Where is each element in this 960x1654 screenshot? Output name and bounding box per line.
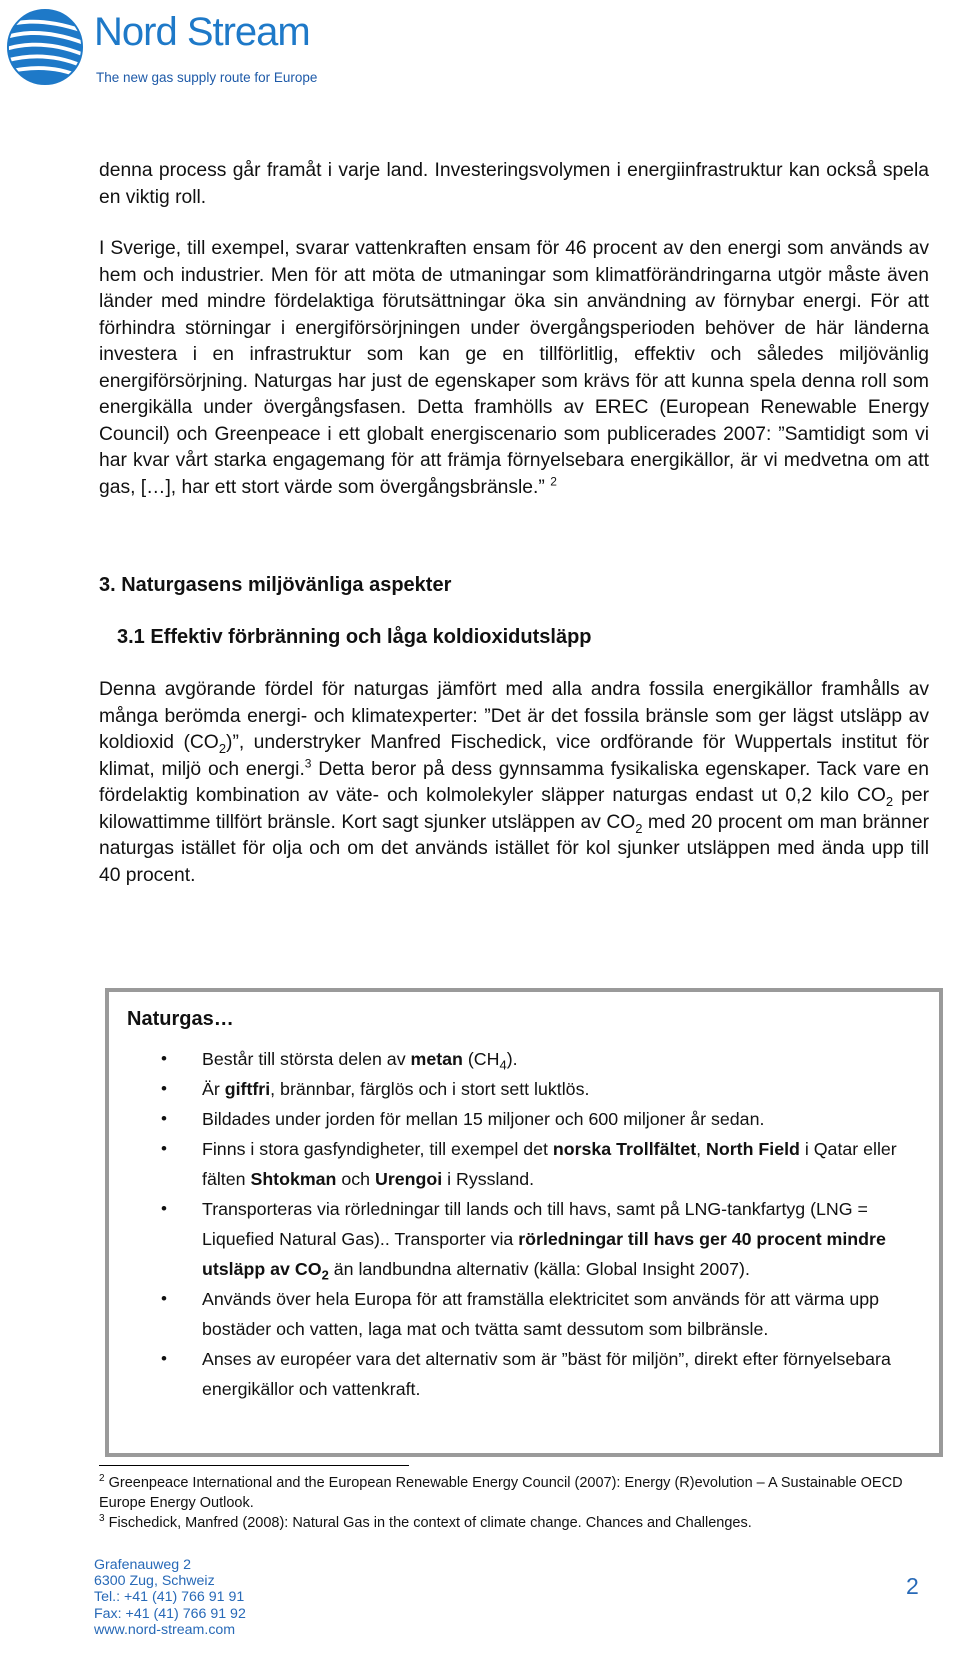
list-item-text: Består till största delen av bbox=[202, 1049, 411, 1069]
paragraph-2-text: I Sverige, till exempel, svarar vattenkraften ensam för 46 procent av den energi som används av hem och industrier. Men för att möta de utmaningar som klimatförändringarna utgör måste även länder med mindre fördelaktiga förutsättningar öka sin användning av förnybar energi. För att förhindra störningar i energiförsörjningen under övergångsperioden behöver de här länderna investera i en infrastruktur som kan ge en tillförlitlig, effektiv och således miljövänlig energiförsörjning. Naturgas har just de egenskaper som krävs för att kunna spela denna roll som energikälla under övergångsfasen. Detta framhölls av EREC (European Renewable Energy Council) och Greenpeace i ett globalt energiscenario som publicerades 2007: ”Samtidigt som vi har kvar vårt starka engagemang för att främja förnyelsebara energikällor, är vi medvetna om att gas, […], har ett stort värde som övergångsbränsle.” bbox=[99, 238, 929, 498]
list-item-bold: Shtokman bbox=[250, 1169, 337, 1189]
paragraph-1-text: denna process går framåt i varje land. Investeringsvolymen i energiinfrastruktur kan också spela en viktig roll. bbox=[99, 160, 929, 208]
list-item-text: i Ryssland. bbox=[442, 1169, 535, 1189]
list-item bbox=[109, 1284, 939, 1344]
fact-box-title: Naturgas… bbox=[127, 1008, 234, 1030]
list-item-text: Är bbox=[202, 1079, 225, 1099]
fact-list bbox=[109, 1044, 939, 1404]
bullet-icon: • bbox=[161, 1349, 167, 1368]
list-item-bold: North Field bbox=[706, 1139, 800, 1159]
paragraph-3-part-e: med 20 procent om man bränner naturgas istället för olja och om det används istället för kol sjunker utsläppen med ända upp till 40 procent. bbox=[99, 811, 929, 886]
address-phone: Tel.: +41 (41) 766 91 91 bbox=[94, 1589, 245, 1606]
list-item-bold: norska Trollfältet bbox=[552, 1139, 697, 1159]
paragraph-3 bbox=[99, 677, 929, 889]
co2-subscript: 2 bbox=[885, 793, 894, 809]
header bbox=[6, 6, 366, 86]
address-website: www.nord-stream.com bbox=[94, 1621, 236, 1638]
footnote-ref-3: 3 bbox=[304, 756, 312, 771]
list-item bbox=[109, 1104, 939, 1134]
co2-subscript: 2 bbox=[218, 740, 227, 756]
bullet-icon: • bbox=[161, 1079, 167, 1098]
list-item-text: än landbundna alternativ (källa: Global Insight 2007). bbox=[328, 1259, 750, 1279]
list-item-bold: Urengoi bbox=[374, 1169, 443, 1189]
section-3-1-heading: 3.1 Effektiv förbränning och låga koldioxidutsläpp bbox=[117, 626, 592, 648]
list-item-text: och bbox=[336, 1169, 375, 1189]
footnote-3 bbox=[99, 1513, 939, 1533]
list-item bbox=[109, 1344, 939, 1404]
footnote-2 bbox=[99, 1473, 939, 1513]
list-item bbox=[109, 1194, 939, 1284]
footnote-ref-2: 2 bbox=[550, 474, 557, 489]
brand-name: Nord Stream bbox=[94, 10, 310, 54]
bullet-icon: • bbox=[161, 1199, 167, 1218]
footnote-number: 2 bbox=[99, 1473, 105, 1485]
bullet-icon: • bbox=[161, 1049, 167, 1068]
list-item-bold: giftfri bbox=[224, 1079, 271, 1099]
list-item bbox=[109, 1134, 939, 1194]
list-item bbox=[109, 1074, 939, 1104]
section-3-heading: 3. Naturgasens miljövänliga aspekter bbox=[99, 574, 452, 596]
list-item-text: Finns i stora gasfyndigheter, till exempel det bbox=[202, 1139, 553, 1159]
list-item-bold: metan bbox=[410, 1049, 463, 1069]
list-item-text: Används över hela Europa för att framställa elektricitet som används för att värma upp bostäder och vatten, laga mat och tvätta samt dessutom som bilbränsle. bbox=[202, 1289, 880, 1339]
co2-subscript: 2 bbox=[321, 1267, 329, 1283]
brand-tagline: The new gas supply route for Europe bbox=[96, 70, 318, 85]
list-item-text: , brännbar, färglös och i stort sett luktlös. bbox=[270, 1079, 590, 1099]
footnote-text: Fischedick, Manfred (2008): Natural Gas in the context of climate change. Chances and Challenges. bbox=[104, 1515, 752, 1531]
list-item bbox=[109, 1044, 939, 1074]
list-item-text: (CH bbox=[462, 1049, 500, 1069]
address-street: Grafenauweg 2 bbox=[94, 1557, 192, 1573]
list-item-bold: rörledningar till havs ger 40 procent mindre utsläpp av CO bbox=[202, 1229, 886, 1279]
address-fax: Fax: +41 (41) 766 91 92 bbox=[94, 1605, 246, 1622]
paragraph-3-part-a: Denna avgörande fördel för naturgas jämfört med alla andra fossila energikällor framhålls av många berömda energi- och klimatexperter: ”Det är det fossila bränsle som ger lägst utsläpp av koldioxid (CO bbox=[99, 679, 929, 753]
list-item-text: ). bbox=[506, 1049, 518, 1069]
list-item-text: i Qatar eller fälten bbox=[202, 1139, 897, 1189]
list-item-text: Transporteras via rörledningar till lands och till havs, samt på LNG-tankfartyg (LNG = Liquefied Natural Gas).. Transporter via bbox=[202, 1199, 868, 1249]
list-item-text: Anses av européer vara det alternativ som är ”bäst för miljön”, direkt efter förnyelsebara energikällor och vattenkraft. bbox=[202, 1349, 891, 1399]
paragraph-3-part-d: per kilowattimme tillfört bränsle. Kort sagt sjunker utsläppen av CO bbox=[99, 785, 929, 833]
paragraph-3-part-c: Detta beror på dess gynnsamma fysikaliska egenskaper. Tack vare en fördelaktig kombination av väte- och kolmolekyler släpper naturgas endast ut 0,2 kilo CO bbox=[99, 758, 929, 806]
ch4-subscript: 4 bbox=[499, 1057, 507, 1073]
company-address bbox=[94, 1557, 246, 1638]
footnote-divider bbox=[99, 1465, 409, 1466]
page-number: 2 bbox=[906, 1573, 919, 1599]
list-item-text: , bbox=[696, 1139, 707, 1159]
bullet-icon: • bbox=[161, 1109, 167, 1128]
paragraph-2 bbox=[99, 236, 929, 501]
paragraph-3-part-b: )”, understryker Manfred Fischedick, vice ordförande för Wuppertals institut för klimat, miljö och energi. bbox=[99, 732, 929, 780]
footnotes bbox=[99, 1473, 939, 1533]
naturgas-fact-box bbox=[105, 988, 943, 1457]
address-city: 6300 Zug, Schweiz bbox=[94, 1573, 215, 1590]
list-item-text: Bildades under jorden för mellan 15 miljoner och 600 miljoner år sedan. bbox=[202, 1109, 765, 1129]
footnote-number: 3 bbox=[99, 1513, 105, 1525]
bullet-icon: • bbox=[161, 1289, 167, 1308]
co2-subscript: 2 bbox=[635, 820, 643, 836]
nord-stream-globe-logo-icon bbox=[6, 8, 84, 86]
footnote-text: Greenpeace International and the European Renewable Energy Council (2007): Energy (R)evolution – A Sustainable OECD Europe Energy Outlook. bbox=[99, 1475, 903, 1511]
paragraph-1 bbox=[99, 158, 929, 211]
bullet-icon: • bbox=[161, 1139, 167, 1158]
